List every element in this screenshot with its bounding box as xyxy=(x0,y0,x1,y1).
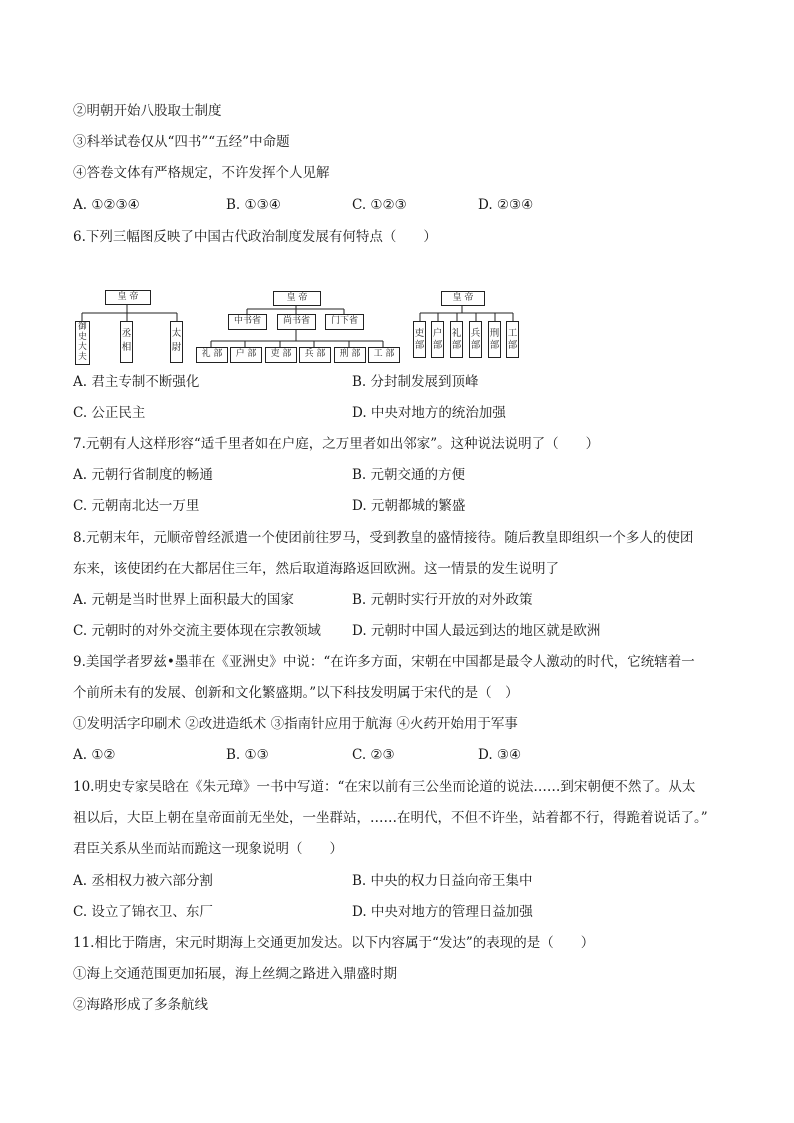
q11-statement-2: ②海路形成了多条航线 xyxy=(73,997,208,1013)
d3-bingbu-box: 兵部 xyxy=(469,321,482,358)
d1-taiwei-box: 太尉 xyxy=(170,321,183,363)
q5-statement-3: ③科举试卷仅从“四书”“五经”中命题 xyxy=(73,134,290,150)
q5-statement-4: ④答卷文体有严格规定，不许发挥个人见解 xyxy=(73,165,330,181)
q8-option-b: B. 元朝时实行开放的对外政策 xyxy=(352,592,533,608)
q8-option-c: C. 元朝时的对外交流主要体现在宗教领域 xyxy=(73,623,321,639)
d2-emperor-box: 皇 帝 xyxy=(273,291,321,306)
q9-option-b: B. ①③ xyxy=(226,747,269,763)
q11-statement-1: ①海上交通范围更加拓展，海上丝绸之路进入鼎盛时期 xyxy=(73,966,397,982)
q9-option-a: A. ①② xyxy=(73,747,116,763)
d2-shangshusheng-box: 尚书省 xyxy=(277,314,316,330)
q9-stem-line-2: 个前所未有的发展、创新和文化繁盛期。”以下科技发明属于宋代的是（ ） xyxy=(73,685,519,701)
q10-option-a: A. 丞相权力被六部分割 xyxy=(73,873,213,889)
q5-option-a: A. ①②③④ xyxy=(73,197,140,213)
d3-emperor-box: 皇 帝 xyxy=(441,291,485,306)
d3-xingbu-box: 刑部 xyxy=(488,321,501,358)
d2-hu-bu-box: 户 部 xyxy=(230,347,262,363)
d2-menxiasheng-box: 门下省 xyxy=(325,314,364,330)
q6-stem: 6.下列三幅图反映了中国古代政治制度发展有何特点（ ） xyxy=(73,229,437,245)
q5-option-d: D. ②③④ xyxy=(478,197,534,213)
q10-stem-line-3: 君臣关系从坐而站而跪这一现象说明（ ） xyxy=(73,841,343,857)
q5-option-b: B. ①③④ xyxy=(226,197,281,213)
q7-stem: 7.元朝有人这样形容“适千里者如在户庭，之万里者如出邻家”。这种说法说明了（ ） xyxy=(73,436,600,452)
q6-option-b: B. 分封制发展到顶峰 xyxy=(352,374,479,390)
q10-option-d: D. 中央对地方的管理日益加强 xyxy=(352,904,533,920)
q8-stem-line-1: 8.元朝末年，元顺帝曾经派遣一个使团前往罗马，受到教皇的盛情接待。随后教皇即组织一个多人的使团 xyxy=(73,530,694,546)
d3-libu-rites-box: 礼部 xyxy=(450,321,463,358)
q7-option-d: D. 元朝都城的繁盛 xyxy=(352,498,466,514)
q9-stem-line-1: 9.美国学者罗兹•墨菲在《亚洲史》中说：“在许多方面，宋朝在中国都是最令人激动的时代，它统辖着一 xyxy=(73,654,695,670)
q10-option-b: B. 中央的权力日益向帝王集中 xyxy=(352,873,533,889)
q11-stem: 11.相比于隋唐，宋元时期海上交通更加发达。以下内容属于“发达”的表现的是（ ） xyxy=(73,935,595,951)
d2-libu-official-box: 吏 部 xyxy=(265,347,297,363)
d2-zhongshusheng-box: 中书省 xyxy=(228,314,267,330)
d1-chengxiang-box: 丞相 xyxy=(120,321,133,363)
d2-bing-bu-box: 兵 部 xyxy=(299,347,331,363)
q8-option-a: A. 元朝是当时世界上面积最大的国家 xyxy=(73,592,294,608)
d3-gongbu-box: 工部 xyxy=(506,321,519,358)
q5-option-c: C. ①②③ xyxy=(352,197,407,213)
q8-stem-line-2: 东来，该使团约在大都居住三年，然后取道海路返回欧洲。这一情景的发生说明了 xyxy=(73,561,559,577)
d2-li-bu-box: 礼 部 xyxy=(196,347,228,363)
q9-option-d: D. ③④ xyxy=(478,747,522,763)
d3-libu-official-box: 吏部 xyxy=(413,321,426,358)
d2-xing-bu-box: 刑 部 xyxy=(334,347,366,363)
q5-statement-2: ②明朝开始八股取士制度 xyxy=(73,103,222,119)
q6-option-c: C. 公正民主 xyxy=(73,405,146,421)
q9-items: ①发明活字印刷术 ②改进造纸术 ③指南针应用于航海 ④火药开始用于军事 xyxy=(73,716,518,732)
q9-option-c: C. ②③ xyxy=(352,747,395,763)
q7-option-b: B. 元朝交通的方便 xyxy=(352,467,466,483)
d2-gong-bu-box: 工 部 xyxy=(368,347,400,363)
d1-emperor-box: 皇 帝 xyxy=(105,290,151,305)
q10-stem-line-2: 祖以后，大臣上朝在皇帝面前无坐处，一坐群站，……在明代，不但不许坐，站着都不行，得跪着说话了。” xyxy=(73,810,708,826)
q6-option-a: A. 君主专制不断强化 xyxy=(73,374,200,390)
q8-option-d: D. 元朝时中国人最远到达的地区就是欧洲 xyxy=(352,623,601,639)
d3-hubu-box: 户部 xyxy=(431,321,444,358)
q10-option-c: C. 设立了锦衣卫、东厂 xyxy=(73,904,213,920)
q7-option-c: C. 元朝南北达一万里 xyxy=(73,498,200,514)
q10-stem-line-1: 10.明史专家吴晗在《朱元璋》一书中写道：“在宋以前有三公坐而论道的说法……到宋朝便不然了。从太 xyxy=(73,779,696,795)
d1-yushi-dafu-box: 御史大夫 xyxy=(75,321,90,365)
q6-option-d: D. 中央对地方的统治加强 xyxy=(352,405,506,421)
q7-option-a: A. 元朝行省制度的畅通 xyxy=(73,467,213,483)
